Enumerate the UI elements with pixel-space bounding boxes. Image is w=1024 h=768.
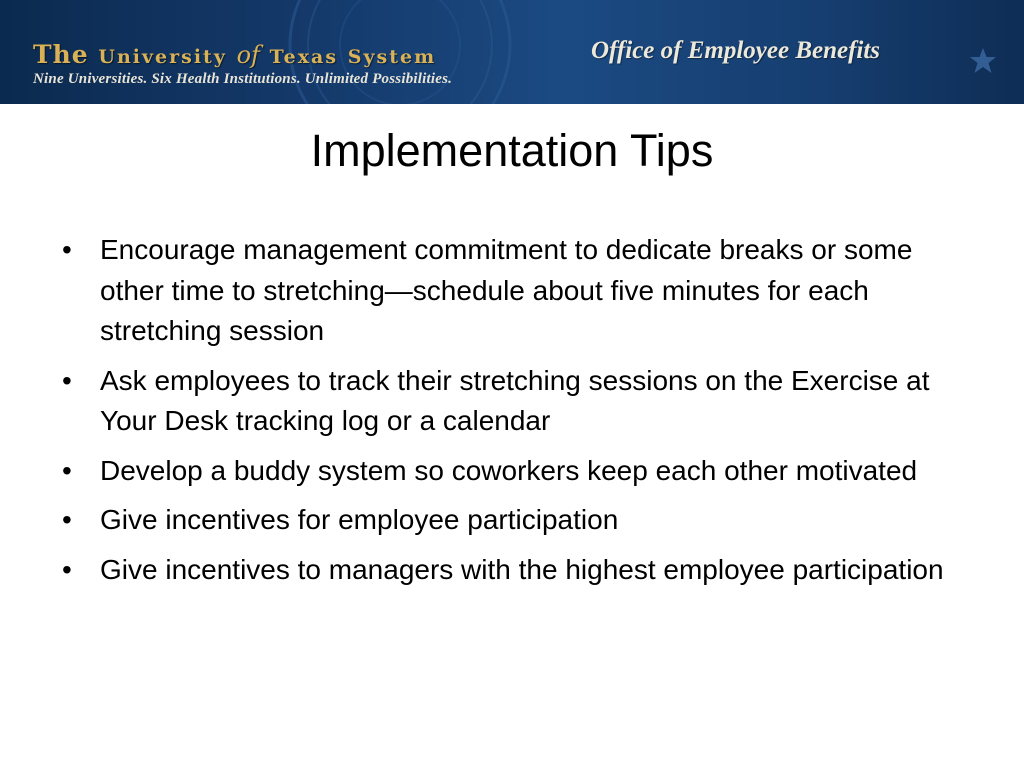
star-icon (968, 46, 998, 76)
bullet-item (62, 550, 982, 591)
slide-title: Implementation Tips (310, 125, 714, 176)
bullet-text: Encourage management commitment to dedicate breaks or some other time to stretching—schedule about five minutes for each stretching session (100, 234, 913, 346)
bullet-item (62, 500, 982, 541)
bullet-glyph: • (62, 553, 72, 585)
bullet-item (62, 361, 982, 442)
header-banner (0, 0, 1024, 104)
bullet-text: Develop a buddy system so coworkers keep each other motivated (100, 454, 918, 486)
bullet-list (62, 230, 982, 599)
bullet-item (62, 451, 982, 492)
bullet-text: Ask employees to track their stretching sessions on the Exercise at Your Desk tracking log or a calendar (100, 364, 930, 436)
bullet-glyph: • (62, 364, 72, 396)
institution-word-texas: Texas (269, 46, 339, 68)
bullet-glyph: • (62, 234, 72, 265)
office-name: Office of Employee Benefits (591, 37, 881, 64)
bullet-glyph: • (62, 454, 72, 486)
institution-tagline: Nine Universities. Six Health Institutions. Unlimited Possibilities. (33, 71, 453, 87)
institution-word-system: System (347, 46, 437, 68)
bullet-text: Give incentives for employee participation (100, 504, 619, 535)
institution-word-university: University (98, 46, 227, 68)
bullet-glyph: • (62, 504, 72, 535)
bullet-text: Give incentives to managers with the highest employee participation (100, 553, 944, 585)
institution-word-the: The (33, 40, 89, 69)
institution-name (33, 40, 436, 69)
institution-word-of: of (236, 41, 260, 69)
bullet-item (62, 230, 982, 352)
